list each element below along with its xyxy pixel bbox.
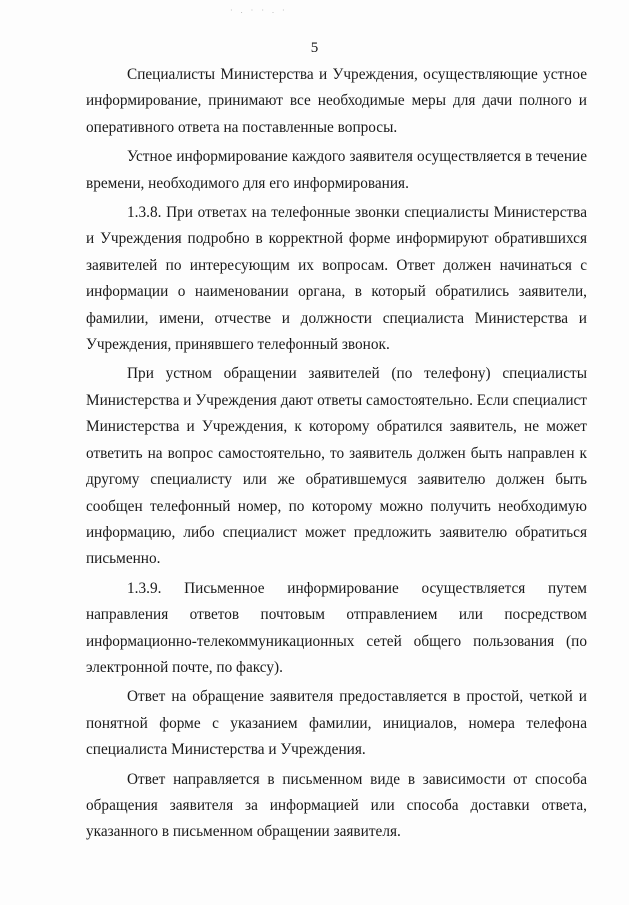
document-body [86,62,587,846]
paragraph-oral-info-duration: Устное информирование каждого заявителя осуществляется в течение времени, необходимого для его информирования. [86,148,587,192]
scan-artifact: · . · · . · [230,6,288,14]
paragraph-answer-form: Ответ на обращение заявителя предоставляется в простой, четкой и понятной форме с указанием фамилии, инициалов, номера телефона специалиста Министерства и Учреждения. [86,688,587,759]
paragraph-answer-delivery: Ответ направляется в письменном виде в зависимости от способа обращения заявителя за информацией или способа доставки ответа, указанного в письменном обращении заявителя. [86,770,587,841]
page-number: 5 [310,40,319,56]
paragraph-specialists-oral-info: Специалисты Министерства и Учреждения, осуществляющие устное информирование, принимают все необходимые меры для дачи полного и оперативного ответа на поставленные вопросы. [86,66,587,136]
paragraph-1-3-9-written-info: 1.3.9. Письменное информирование осуществляется путем направления ответов почтовым отправлением или посредством информационно-телекоммуникационных сетей общего пользования (по электронной почте, по факсу). [86,579,587,676]
paragraph-1-3-8-phone-calls: 1.3.8. При ответах на телефонные звонки специалисты Министерства и Учреждения подробно в корректной форме информируют обратившихся заявителей по интересующим их вопросам. Ответ должен начинаться с информации о наименовании органа, в который обратились заявители, фамилии, имени, отчестве и должности специалиста Министерства и Учреждения, принявшего телефонный звонок. [86,204,587,354]
paragraph-oral-appeal: При устном обращении заявителей (по телефону) специалисты Министерства и Учреждения дают ответы самостоятельно. Если специалист Министерства и Учреждения, к которому обратился заявитель, не может ответить на вопрос самостоятельно, то заявитель должен быть направлен к другому специалисту или же обратившемуся заявителю должен быть сообщен телефонный номер, по которому можно получить необходимую информацию, либо специалист может предложить заявителю обратиться письменно. [86,365,587,568]
